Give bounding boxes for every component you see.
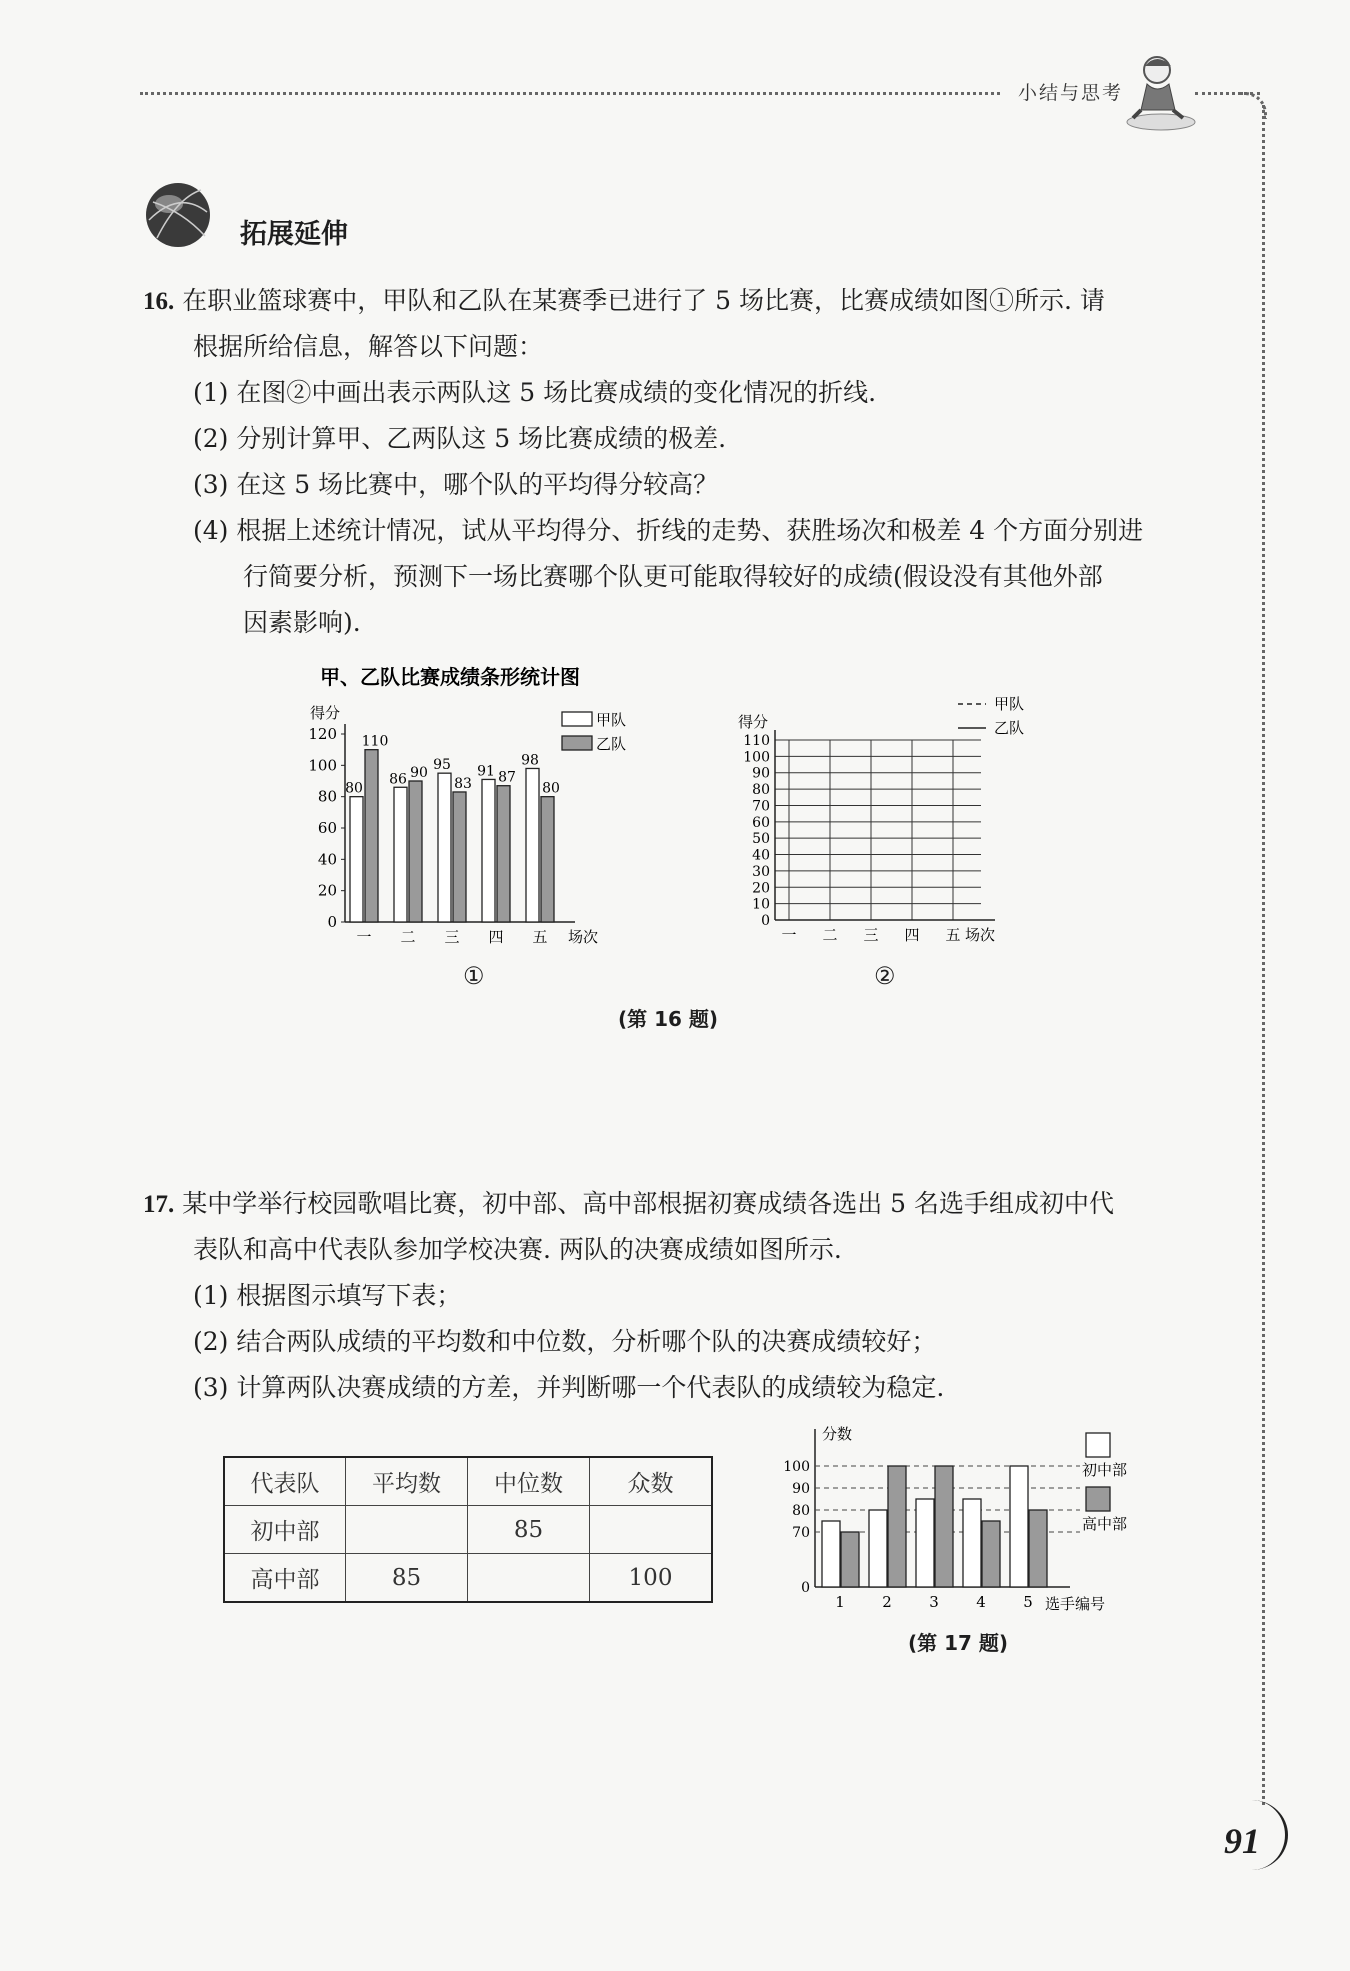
table-cell <box>468 1554 590 1603</box>
header-note: 小结与思考 <box>1018 82 1124 104</box>
x-tick-label: 4 <box>976 1593 986 1611</box>
globe-icon <box>143 180 213 250</box>
bar-初中部-5 <box>1010 1466 1028 1587</box>
legend-label: 乙队 <box>596 735 627 753</box>
table-header-cell: 平均数 <box>346 1457 468 1506</box>
y-tick-label: 90 <box>792 1481 810 1497</box>
q17-number: 17. <box>143 1191 175 1218</box>
table-header-cell: 中位数 <box>468 1457 590 1506</box>
table-cell: 100 <box>590 1554 713 1603</box>
q17-caption: (第 17 题) <box>908 1631 1009 1655</box>
x-tick-label: 2 <box>882 1593 892 1611</box>
bar-高中部-4 <box>982 1521 1000 1587</box>
legend-swatch <box>1086 1487 1110 1511</box>
y-tick-label: 80 <box>317 787 337 806</box>
x-tick-label: 三 <box>863 926 879 944</box>
x-axis-label: 选手编号 <box>1045 1595 1106 1613</box>
x-tick-label: 三 <box>444 928 460 946</box>
table-row <box>224 1554 712 1603</box>
y-tick-label: 70 <box>792 1525 810 1541</box>
y-tick-label: 0 <box>801 1580 810 1596</box>
bar-乙队-五 <box>541 797 554 922</box>
bar-甲队-一 <box>350 797 363 922</box>
y-tick-label: 90 <box>752 765 770 782</box>
q16-caption: (第 16 题) <box>618 1007 719 1031</box>
q16-item-1: (1) 在图②中画出表示两队这 5 场比赛成绩的变化情况的折线. <box>193 378 877 407</box>
y-tick-label: 100 <box>783 1459 810 1475</box>
score-table <box>223 1456 713 1603</box>
q16-line-1: 16. 在职业篮球赛中，甲队和乙队在某赛季已进行了 5 场比赛，比赛成绩如图①所示. 请 <box>143 286 1105 315</box>
y-axis-label: 分数 <box>822 1425 853 1443</box>
bar-chart-3 <box>770 1425 1140 1625</box>
bar-甲队-二 <box>394 787 407 922</box>
bar-value-label: 90 <box>410 765 428 781</box>
table-cell <box>590 1506 713 1554</box>
legend-swatch <box>562 736 592 750</box>
y-tick-label: 0 <box>327 913 337 931</box>
bar-value-label: 86 <box>389 771 407 788</box>
x-axis-label: 场次 <box>568 928 599 946</box>
bar-value-label: 110 <box>361 733 389 750</box>
bar-value-label: 98 <box>521 752 539 769</box>
q16-item-4-cont-1: 行简要分析，预测下一场比赛哪个队更可能取得较好的成绩(假设没有其他外部 <box>243 562 1103 591</box>
legend-label: 甲队 <box>994 695 1025 713</box>
x-tick-label: 1 <box>835 1593 845 1611</box>
y-tick-label: 60 <box>317 819 337 837</box>
bar-乙队-四 <box>497 786 510 922</box>
figure-1-mark: ① <box>463 962 485 990</box>
bar-初中部-1 <box>822 1521 840 1587</box>
bar-高中部-2 <box>888 1466 906 1587</box>
y-tick-label: 40 <box>317 850 337 869</box>
q16-item-4: (4) 根据上述统计情况，试从平均得分、折线的走势、获胜场次和极差 4 个方面分别进 <box>193 516 1144 545</box>
y-tick-label: 40 <box>752 847 770 864</box>
x-tick-label: 五 <box>945 926 961 944</box>
page-number: 91 <box>1224 1821 1260 1861</box>
table-cell: 高中部 <box>224 1554 346 1603</box>
legend-label: 甲队 <box>596 711 627 729</box>
bar-初中部-3 <box>916 1499 934 1587</box>
line-chart-grid-2 <box>730 690 1060 960</box>
x-tick-label: 四 <box>904 926 920 944</box>
q16-item-4-cont-2: 因素影响). <box>243 608 361 637</box>
table-cell: 85 <box>468 1506 590 1554</box>
q17-item-2: (2) 结合两队成绩的平均数和中位数，分析哪个队的决赛成绩较好； <box>193 1327 937 1356</box>
table-cell <box>346 1506 468 1554</box>
legend-label: 高中部 <box>1082 1515 1128 1533</box>
y-tick-label: 30 <box>752 863 770 880</box>
x-tick-label: 二 <box>400 928 416 946</box>
legend-swatch <box>1086 1433 1110 1457</box>
bar-value-label: 95 <box>433 757 451 774</box>
y-tick-label: 70 <box>752 798 770 815</box>
x-tick-label: 一 <box>781 926 797 944</box>
bar-初中部-4 <box>963 1499 981 1587</box>
section-title: 拓展延伸 <box>240 219 348 250</box>
bar-chart-1 <box>290 660 660 960</box>
bar-甲队-五 <box>526 768 539 922</box>
bar-甲队-四 <box>482 779 495 922</box>
bar-value-label: 80 <box>542 780 560 797</box>
bar-乙队-一 <box>365 750 378 922</box>
y-tick-label: 10 <box>752 896 770 913</box>
y-tick-label: 60 <box>752 814 770 831</box>
legend-swatch <box>562 712 592 726</box>
y-axis-label: 得分 <box>310 704 341 722</box>
table-row <box>224 1506 712 1554</box>
bar-初中部-2 <box>869 1510 887 1587</box>
bar-乙队-二 <box>409 781 422 922</box>
y-tick-label: 110 <box>743 733 770 749</box>
q16-item-3: (3) 在这 5 场比赛中，哪个队的平均得分较高？ <box>193 470 719 499</box>
x-axis-label: 场次 <box>965 926 996 944</box>
y-tick-label: 0 <box>761 913 770 929</box>
bar-高中部-3 <box>935 1466 953 1587</box>
y-tick-label: 80 <box>752 782 770 799</box>
bar-甲队-三 <box>438 773 451 922</box>
y-tick-label: 20 <box>752 880 770 897</box>
q16-item-2: (2) 分别计算甲、乙两队这 5 场比赛成绩的极差. <box>193 424 727 453</box>
y-tick-label: 80 <box>792 1503 810 1519</box>
y-tick-label: 20 <box>317 881 337 900</box>
bar-value-label: 87 <box>498 769 516 786</box>
table-cell: 初中部 <box>224 1506 346 1554</box>
table-header-cell: 众数 <box>590 1457 713 1506</box>
legend-label: 乙队 <box>994 719 1025 737</box>
mascot-icon <box>1125 52 1197 132</box>
x-tick-label: 3 <box>929 1593 939 1611</box>
bar-value-label: 83 <box>454 775 472 792</box>
q16-line-2: 根据所给信息，解答以下问题： <box>193 332 544 361</box>
margin-dotted-rule <box>1262 105 1265 1805</box>
bar-value-label: 80 <box>345 780 363 797</box>
table-header-cell: 代表队 <box>224 1457 346 1506</box>
y-axis-label: 得分 <box>738 713 769 731</box>
table-cell: 85 <box>346 1554 468 1603</box>
bar-value-label: 91 <box>477 763 495 780</box>
q17-line-1: 17. 某中学举行校园歌唱比赛，初中部、高中部根据初赛成绩各选出 5 名选手组成初中代 <box>143 1189 1115 1218</box>
table-header-row <box>224 1457 712 1506</box>
x-tick-label: 五 <box>532 928 548 946</box>
legend-label: 初中部 <box>1082 1461 1128 1479</box>
q17-line-2: 表队和高中代表队参加学校决赛. 两队的决赛成绩如图所示. <box>193 1235 842 1264</box>
y-tick-label: 100 <box>308 756 337 775</box>
y-tick-label: 50 <box>752 831 770 848</box>
x-tick-label: 二 <box>822 926 838 944</box>
header-dotted-rule <box>140 92 1000 95</box>
y-tick-label: 120 <box>308 725 337 743</box>
bar-高中部-5 <box>1029 1510 1047 1587</box>
q16-number: 16. <box>143 288 175 315</box>
x-tick-label: 5 <box>1023 1593 1033 1611</box>
bar-高中部-1 <box>841 1532 859 1587</box>
chart-title: 甲、乙队比赛成绩条形统计图 <box>320 665 580 689</box>
q17-item-3: (3) 计算两队决赛成绩的方差，并判断哪一个代表队的成绩较为稳定. <box>193 1373 945 1402</box>
q17-item-1: (1) 根据图示填写下表； <box>193 1281 462 1310</box>
figure-2-mark: ② <box>874 962 896 990</box>
x-tick-label: 一 <box>356 928 372 946</box>
bar-乙队-三 <box>453 792 466 922</box>
x-tick-label: 四 <box>488 928 504 946</box>
y-tick-label: 100 <box>743 749 770 766</box>
